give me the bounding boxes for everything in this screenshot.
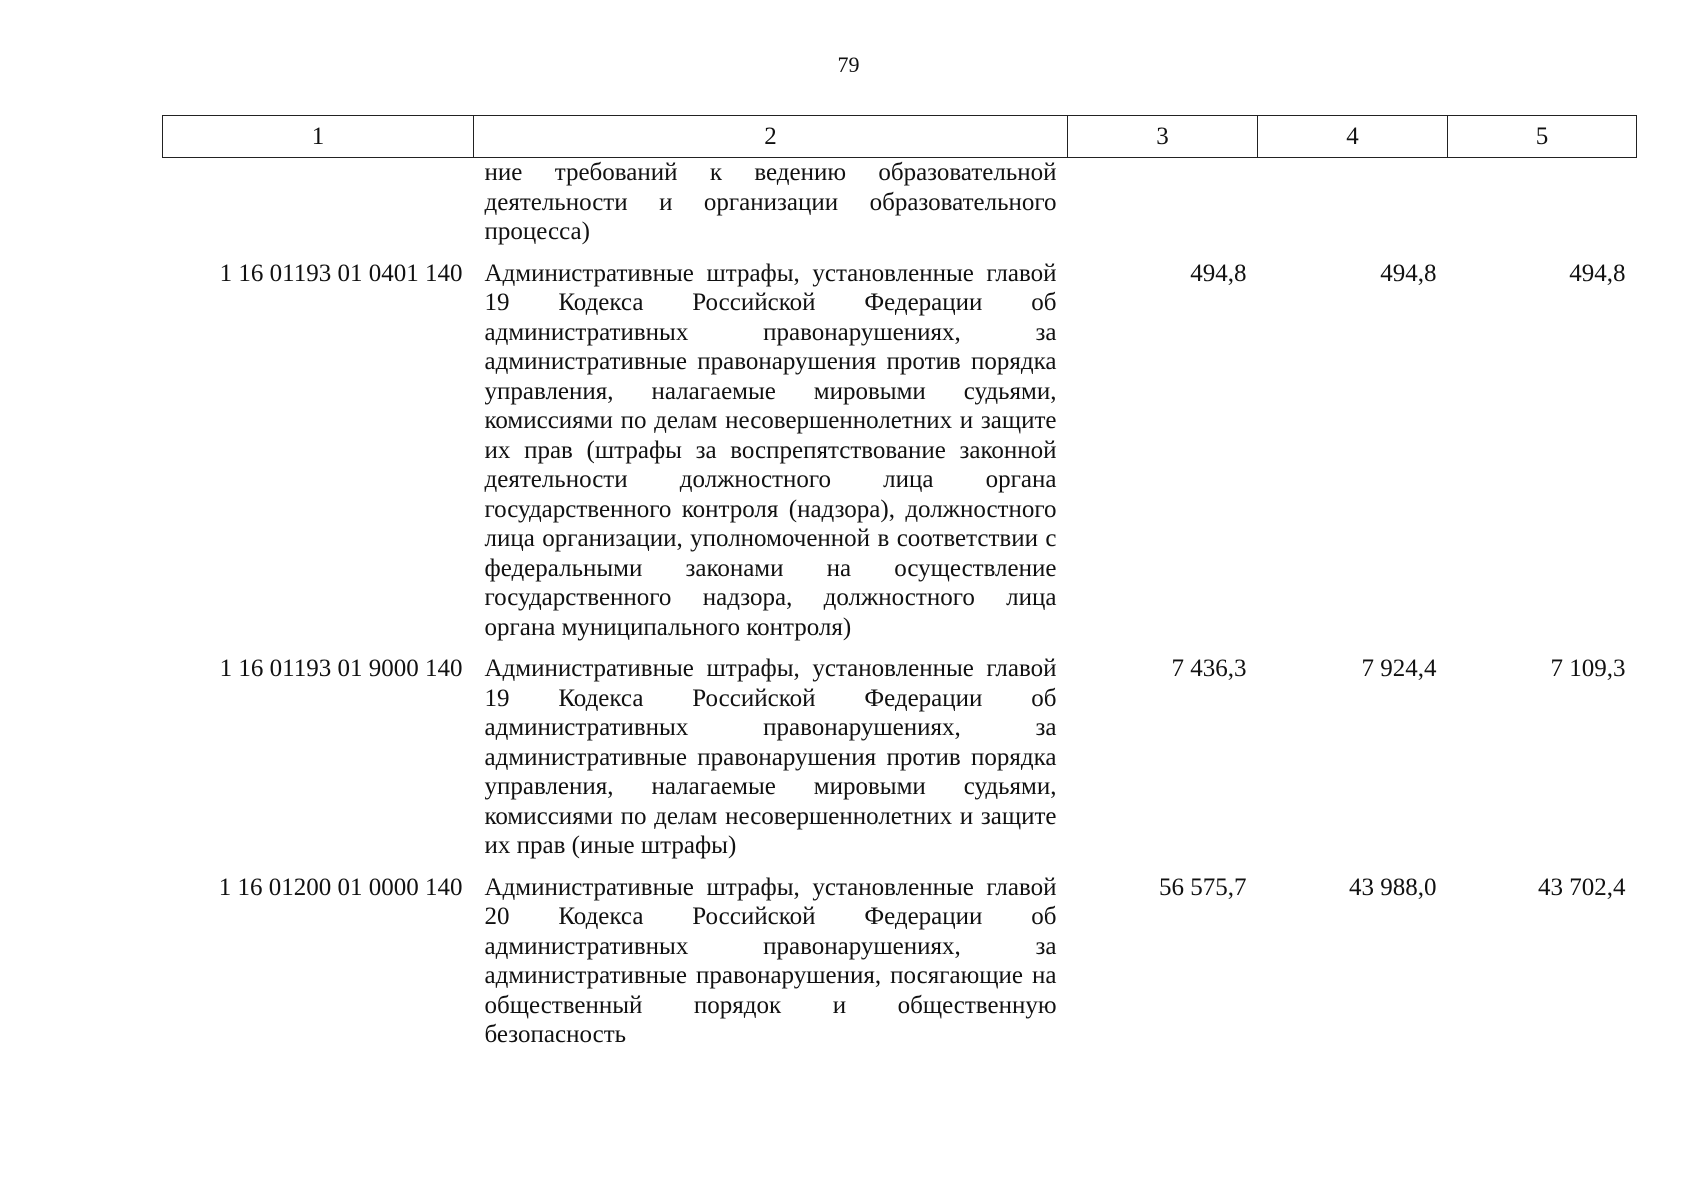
row-value-col3 xyxy=(1068,158,1258,253)
table-row xyxy=(163,253,1637,649)
row-value-col5 xyxy=(1448,158,1637,253)
page-number: 79 xyxy=(837,52,860,77)
column-header-3: 3 xyxy=(1068,116,1258,158)
row-value-col4: 43 988,0 xyxy=(1349,873,1437,901)
row-value-col3: 494,8 xyxy=(1190,259,1247,287)
row-value-col5: 7 109,3 xyxy=(1550,655,1626,682)
row-value-col3: 56 575,7 xyxy=(1159,873,1247,901)
row-code xyxy=(163,158,474,253)
row-code: 1 16 01193 01 0401 140 xyxy=(219,259,463,287)
column-header-2: 2 xyxy=(474,116,1068,158)
row-description: ние требований к ведению образовательной деятельности и организации образовательного процесса) xyxy=(484,159,1057,245)
row-description: Административные штрафы, установленные главой 19 Кодекса Российской Федерации об административных правонарушениях, за административные правонарушения против порядка управления, налагаемые мировыми судьями, комиссиями по делам несовершеннолетних и защите их прав (штрафы за воспрепятствование законной деятельности должностного лица органа государственного контроля (надзора), должностного лица организации, уполномоченной в соответствии с федеральными законами на осуществление государственного надзора, должностного лица органа муниципального контроля) xyxy=(484,259,1057,641)
row-value-col3: 7 436,3 xyxy=(1171,655,1247,682)
row-value-col4: 494,8 xyxy=(1380,259,1437,287)
row-value-col5: 494,8 xyxy=(1569,259,1626,287)
column-header-1: 1 xyxy=(163,116,474,158)
row-description: Административные штрафы, установленные главой 20 Кодекса Российской Федерации об административных правонарушениях, за административные правонарушения, посягающие на общественный порядок и общественную безопасность xyxy=(484,873,1057,1048)
budget-table xyxy=(162,115,1637,1056)
row-code: 1 16 01200 01 0000 140 xyxy=(218,873,463,901)
row-value-col4: 7 924,4 xyxy=(1361,655,1437,682)
table-row xyxy=(163,158,1637,253)
row-code: 1 16 01193 01 9000 140 xyxy=(219,655,463,682)
row-value-col5: 43 702,4 xyxy=(1538,873,1626,901)
column-header-5: 5 xyxy=(1448,116,1637,158)
row-description: Административные штрафы, установленные главой 19 Кодекса Российской Федерации об административных правонарушениях, за административные правонарушения против порядка управления, налагаемые мировыми судьями, комиссиями по делам несовершеннолетних и защите их прав (иные штрафы) xyxy=(484,655,1057,859)
row-value-col4 xyxy=(1258,158,1448,253)
table-header xyxy=(163,116,1637,158)
table-body xyxy=(163,158,1637,1056)
table-row xyxy=(163,648,1637,867)
table-row xyxy=(163,867,1637,1056)
header-row xyxy=(163,116,1637,158)
column-header-4: 4 xyxy=(1258,116,1448,158)
